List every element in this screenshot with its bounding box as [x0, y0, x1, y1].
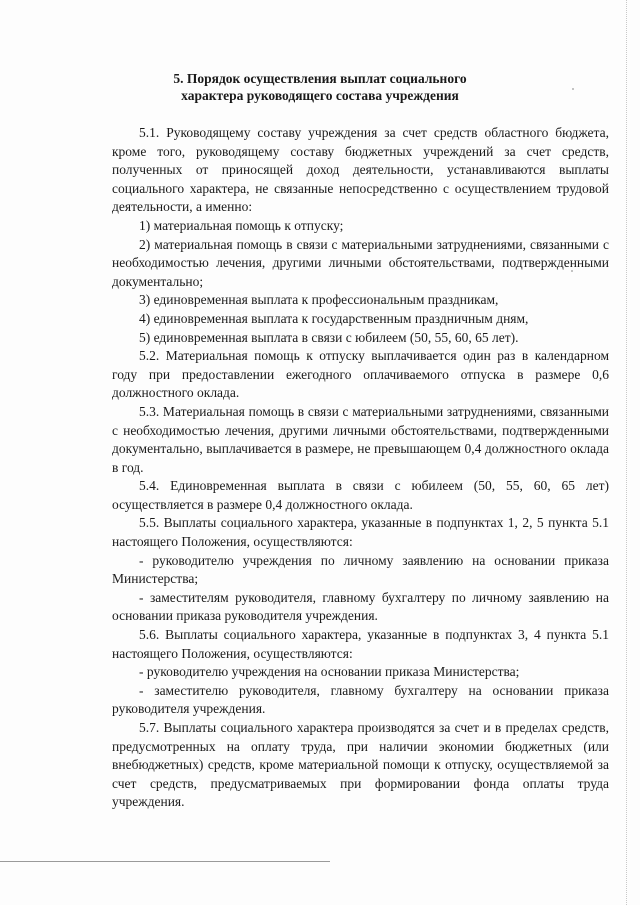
- list-item-5-5-a: - руководителю учреждения по личному заявлению на основании приказа Министерства;: [112, 552, 609, 587]
- paragraph-5-5: 5.5. Выплаты социального характера, указанные в подпунктах 1, 2, 5 пункта 5.1 настоящего Положения, осуществляются:: [112, 515, 609, 550]
- list-item-4: 4) единовременная выплата к государственным праздничным дням,: [139, 310, 529, 326]
- section-title: [110, 70, 530, 104]
- paragraph-5-3: 5.3. Материальная помощь в связи с материальными затруднениями, связанными с необходимостью лечения, другими личными обстоятельствами, подтвержденными документально, выплачивается в размере, не превышающем 0,4 должностного оклада в год.: [112, 403, 609, 475]
- list-item-1: 1) материальная помощь к отпуску;: [139, 217, 344, 233]
- list-item-3: 3) единовременная выплата к профессиональным праздникам,: [139, 292, 499, 308]
- paragraph-5-6: 5.6. Выплаты социального характера, указанные в подпунктах 3, 4 пункта 5.1 настоящего Положения, осуществляются:: [112, 627, 609, 661]
- list-item-5-6-b: - заместителю руководителя, главному бухгалтеру на основании приказа руководителя учреждения.: [112, 682, 609, 717]
- scan-bottom-line: [0, 861, 330, 862]
- paragraph-5-7: 5.7. Выплаты социального характера производятся за счет и в пределах средств, предусмотренных на оплату труда, при наличии экономии бюджетных (или внебюджетных) средств, кроме материальной помощи к отпуску, осуществляемой за счет средств, предусматриваемых при формировании фонда оплаты труда учреждения.: [112, 720, 609, 810]
- paragraph-5-2: 5.2. Материальная помощь к отпуску выплачивается один раз в календарном году при предоставлении ежегодного оплачиваемого отпуска в размере 0,6 должностного оклада.: [112, 348, 609, 401]
- list-item-5-6-a: - руководителю учреждения на основании приказа Министерства;: [139, 664, 520, 680]
- scan-speck: [571, 270, 573, 272]
- scan-speck: [572, 88, 574, 90]
- section-title-line-2: характера руководящего состава учреждения: [181, 88, 459, 103]
- list-item-2: 2) материальная помощь в связи с материальными затруднениями, связанными с необходимостью лечения, другими личными обстоятельствами, подтвержденными документально;: [112, 236, 609, 289]
- list-item-5: 5) единовременная выплата в связи с юбилеем (50, 55, 60, 65 лет).: [139, 329, 519, 345]
- scan-right-edge: [626, 0, 627, 905]
- list-item-5-5-b: - заместителям руководителя, главному бухгалтеру по личному заявлению на основании приказа руководителя учреждения.: [112, 589, 609, 624]
- paragraph-5-4: 5.4. Единовременная выплата в связи с юбилеем (50, 55, 60, 65 лет) осуществляется в размере 0,4 должностного оклада.: [112, 478, 609, 512]
- section-title-line-1: 5. Порядок осуществления выплат социального: [173, 71, 467, 86]
- document-body: [112, 124, 609, 812]
- paragraph-5-1: 5.1. Руководящему составу учреждения за счет средств областного бюджета, кроме того, руководящему составу бюджетных учреждений за счет средств, полученных от приносящей доход деятельности, устанавливаются выплаты социального характера, не связанные непосредственно с осуществлением трудовой деятельности, а именно:: [112, 125, 609, 215]
